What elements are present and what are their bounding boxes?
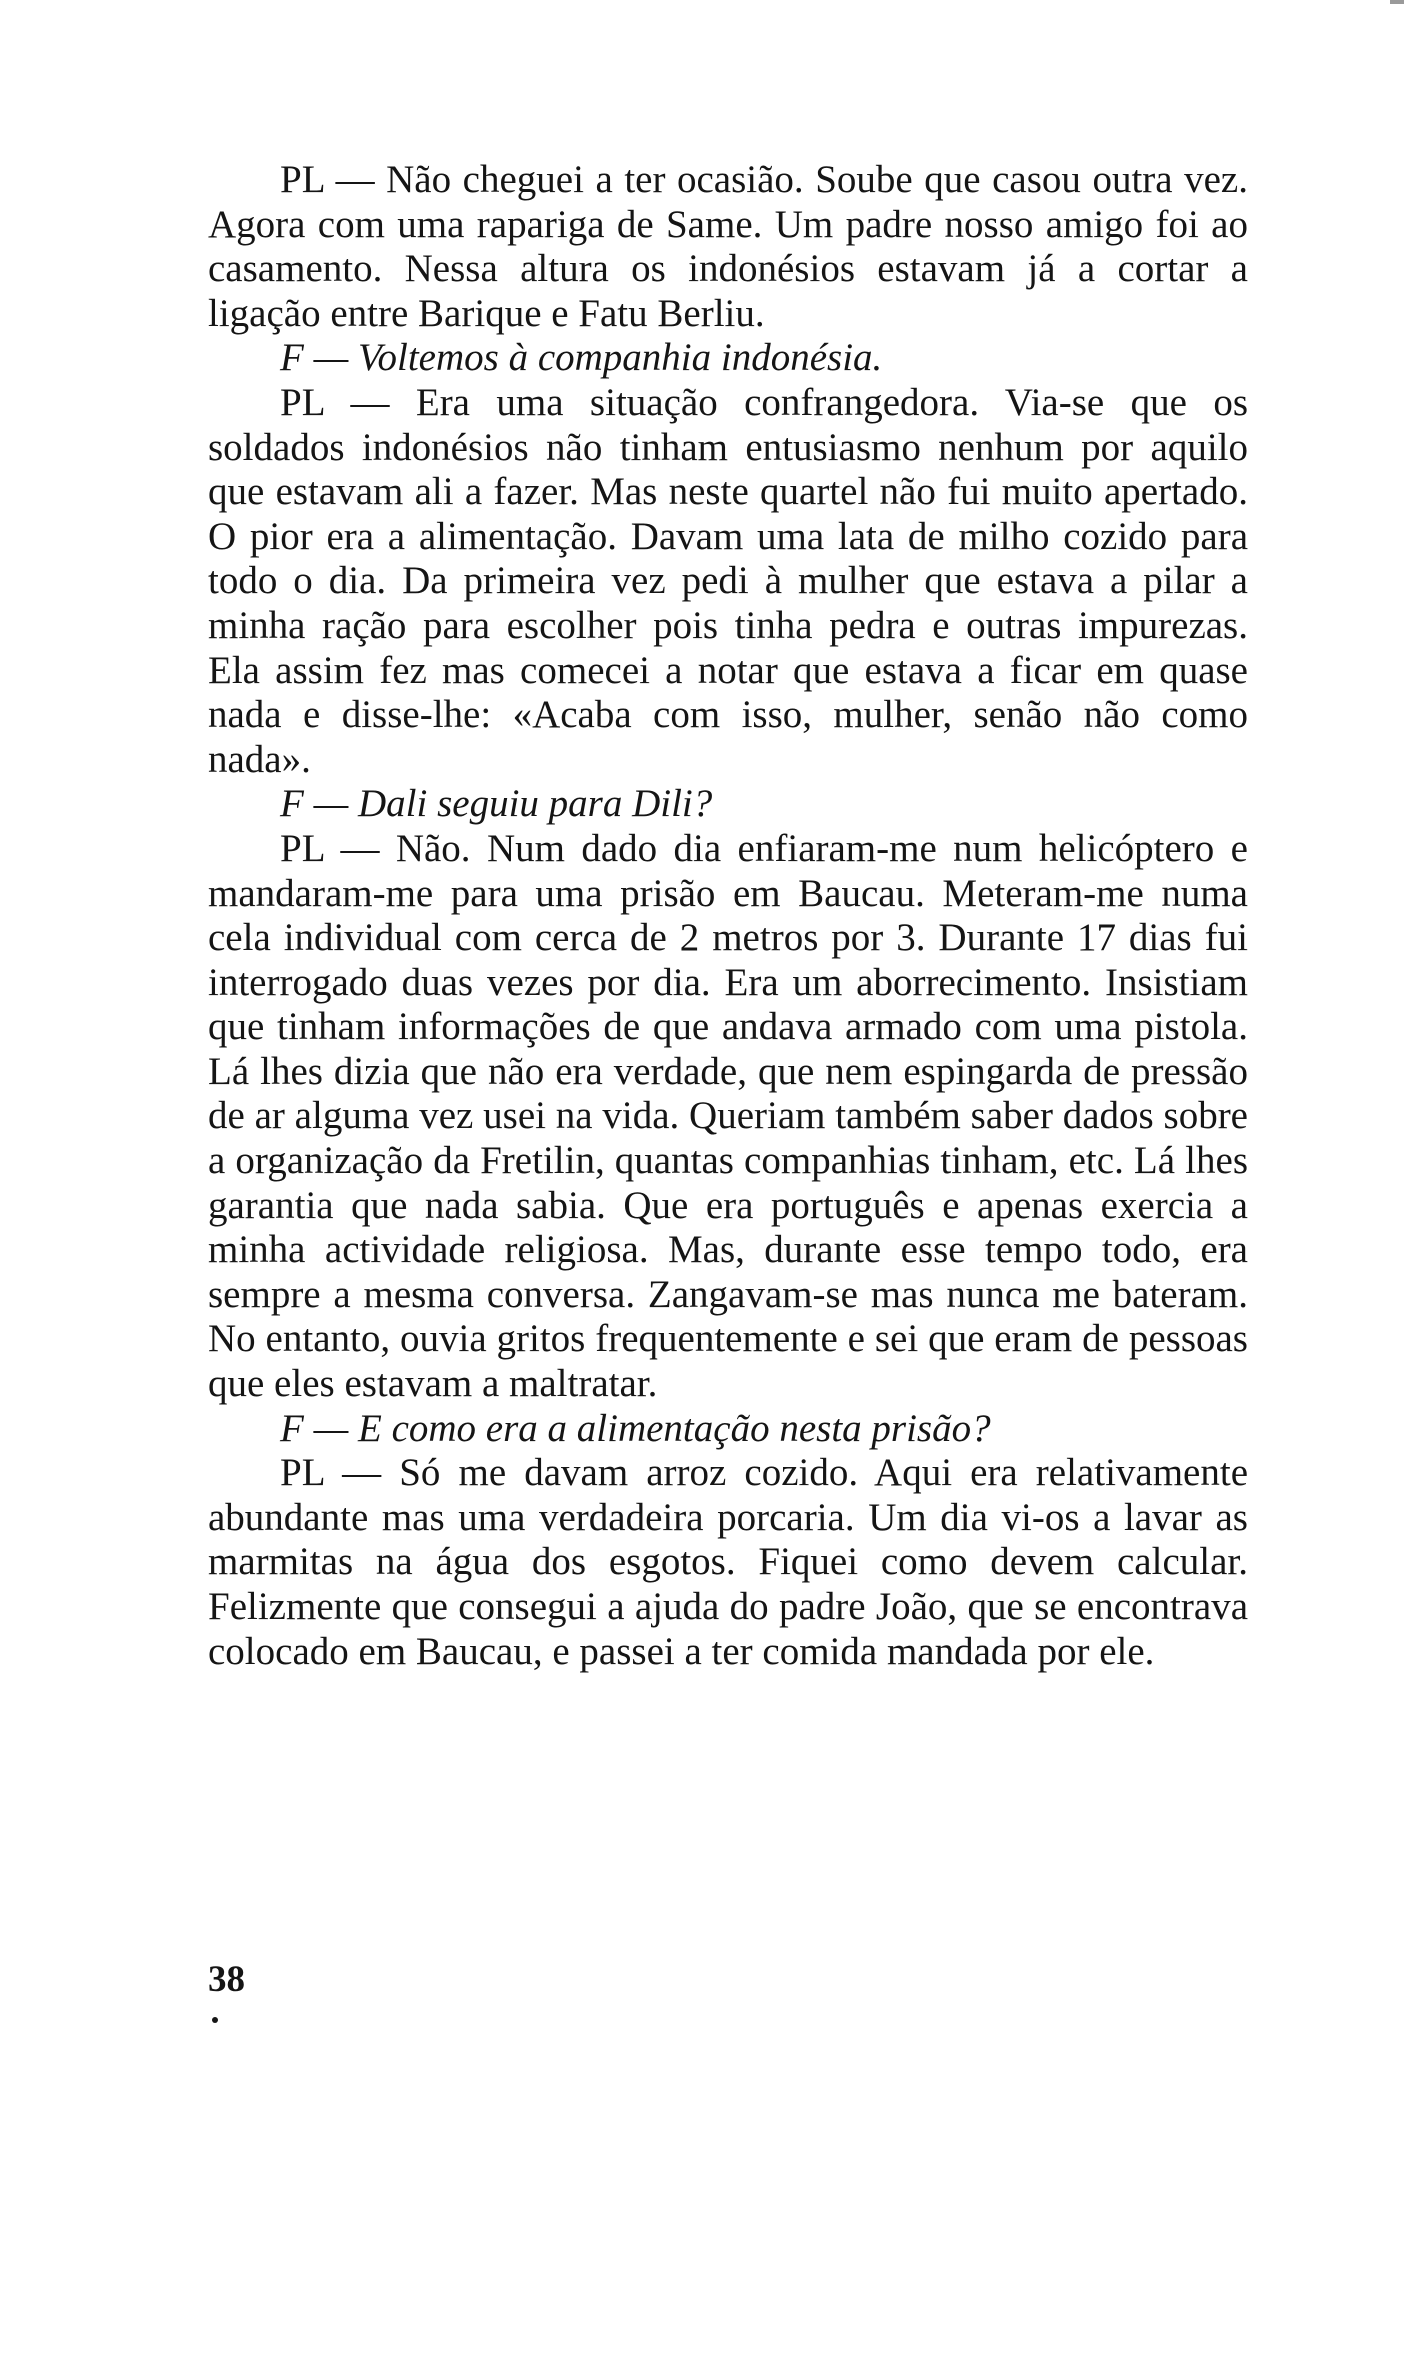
answer-paragraph-1: PL — Não cheguei a ter ocasião. Soube que casou outra vez. Agora com uma rapariga de Same. Um padre nosso amigo foi ao casamento. Nessa altura os indonésios estavam já a cortar a ligação entre Barique e Fatu Berliu. bbox=[208, 158, 1248, 335]
question-3: F — E como era a alimentação nesta prisão? bbox=[280, 1406, 991, 1450]
answer-paragraph-4: PL — Só me davam arroz cozido. Aqui era relativamente abundante mas uma verdadeira porcaria. Um dia vi-os a lavar as marmitas na água dos esgotos. Fiquei como devem calcular. Felizmente que consegui a ajuda do padre João, que se encontrava colocado em Baucau, e passei a ter comida mandada por ele. bbox=[208, 1451, 1248, 1673]
interview-text bbox=[208, 158, 1248, 1674]
scan-corner-mark bbox=[1390, 0, 1404, 4]
dot-mark bbox=[212, 2017, 218, 2023]
question-1: F — Voltemos à companhia indonésia. bbox=[280, 336, 883, 380]
question-2: F — Dali seguiu para Dili? bbox=[280, 782, 713, 826]
page-number: 38 bbox=[208, 1959, 245, 2000]
answer-paragraph-3: PL — Não. Num dado dia enfiaram-me num helicóptero e mandaram-me para uma prisão em Baucau. Meteram-me numa cela individual com cerca de 2 metros por 3. Durante 17 dias fui interrogado duas vezes por dia. Era um aborrecimento. Insistiam que tinham informações de que andava armado com uma pistola. Lá lhes dizia que não era verdade, que nem espingarda de pressão de ar alguma vez usei na vida. Queriam também saber dados sobre a organização da Fretilin, quantas companhias tinham, etc. Lá lhes garantia que nada sabia. Que era português e apenas exercia a minha actividade religiosa. Mas, durante esse tempo todo, era sempre a mesma conversa. Zangavam-se mas nunca me bateram. No entanto, ouvia gritos frequentemente e sei que eram de pessoas que eles estavam a maltratar. bbox=[208, 826, 1248, 1406]
answer-paragraph-2: PL — Era uma situação confrangedora. Via-se que os soldados indonésios não tinham entusiasmo nenhum por aquilo que estavam ali a fazer. Mas neste quartel não fui muito apertado. O pior era a alimentação. Davam uma lata de milho cozido para todo o dia. Da primeira vez pedi à mulher que estava a pilar a minha ração para escolher pois tinha pedra e outras impurezas. Ela assim fez mas comecei a notar que estava a ficar em quase nada e disse-lhe: «Acaba com isso, mulher, senão não como nada». bbox=[208, 380, 1248, 781]
